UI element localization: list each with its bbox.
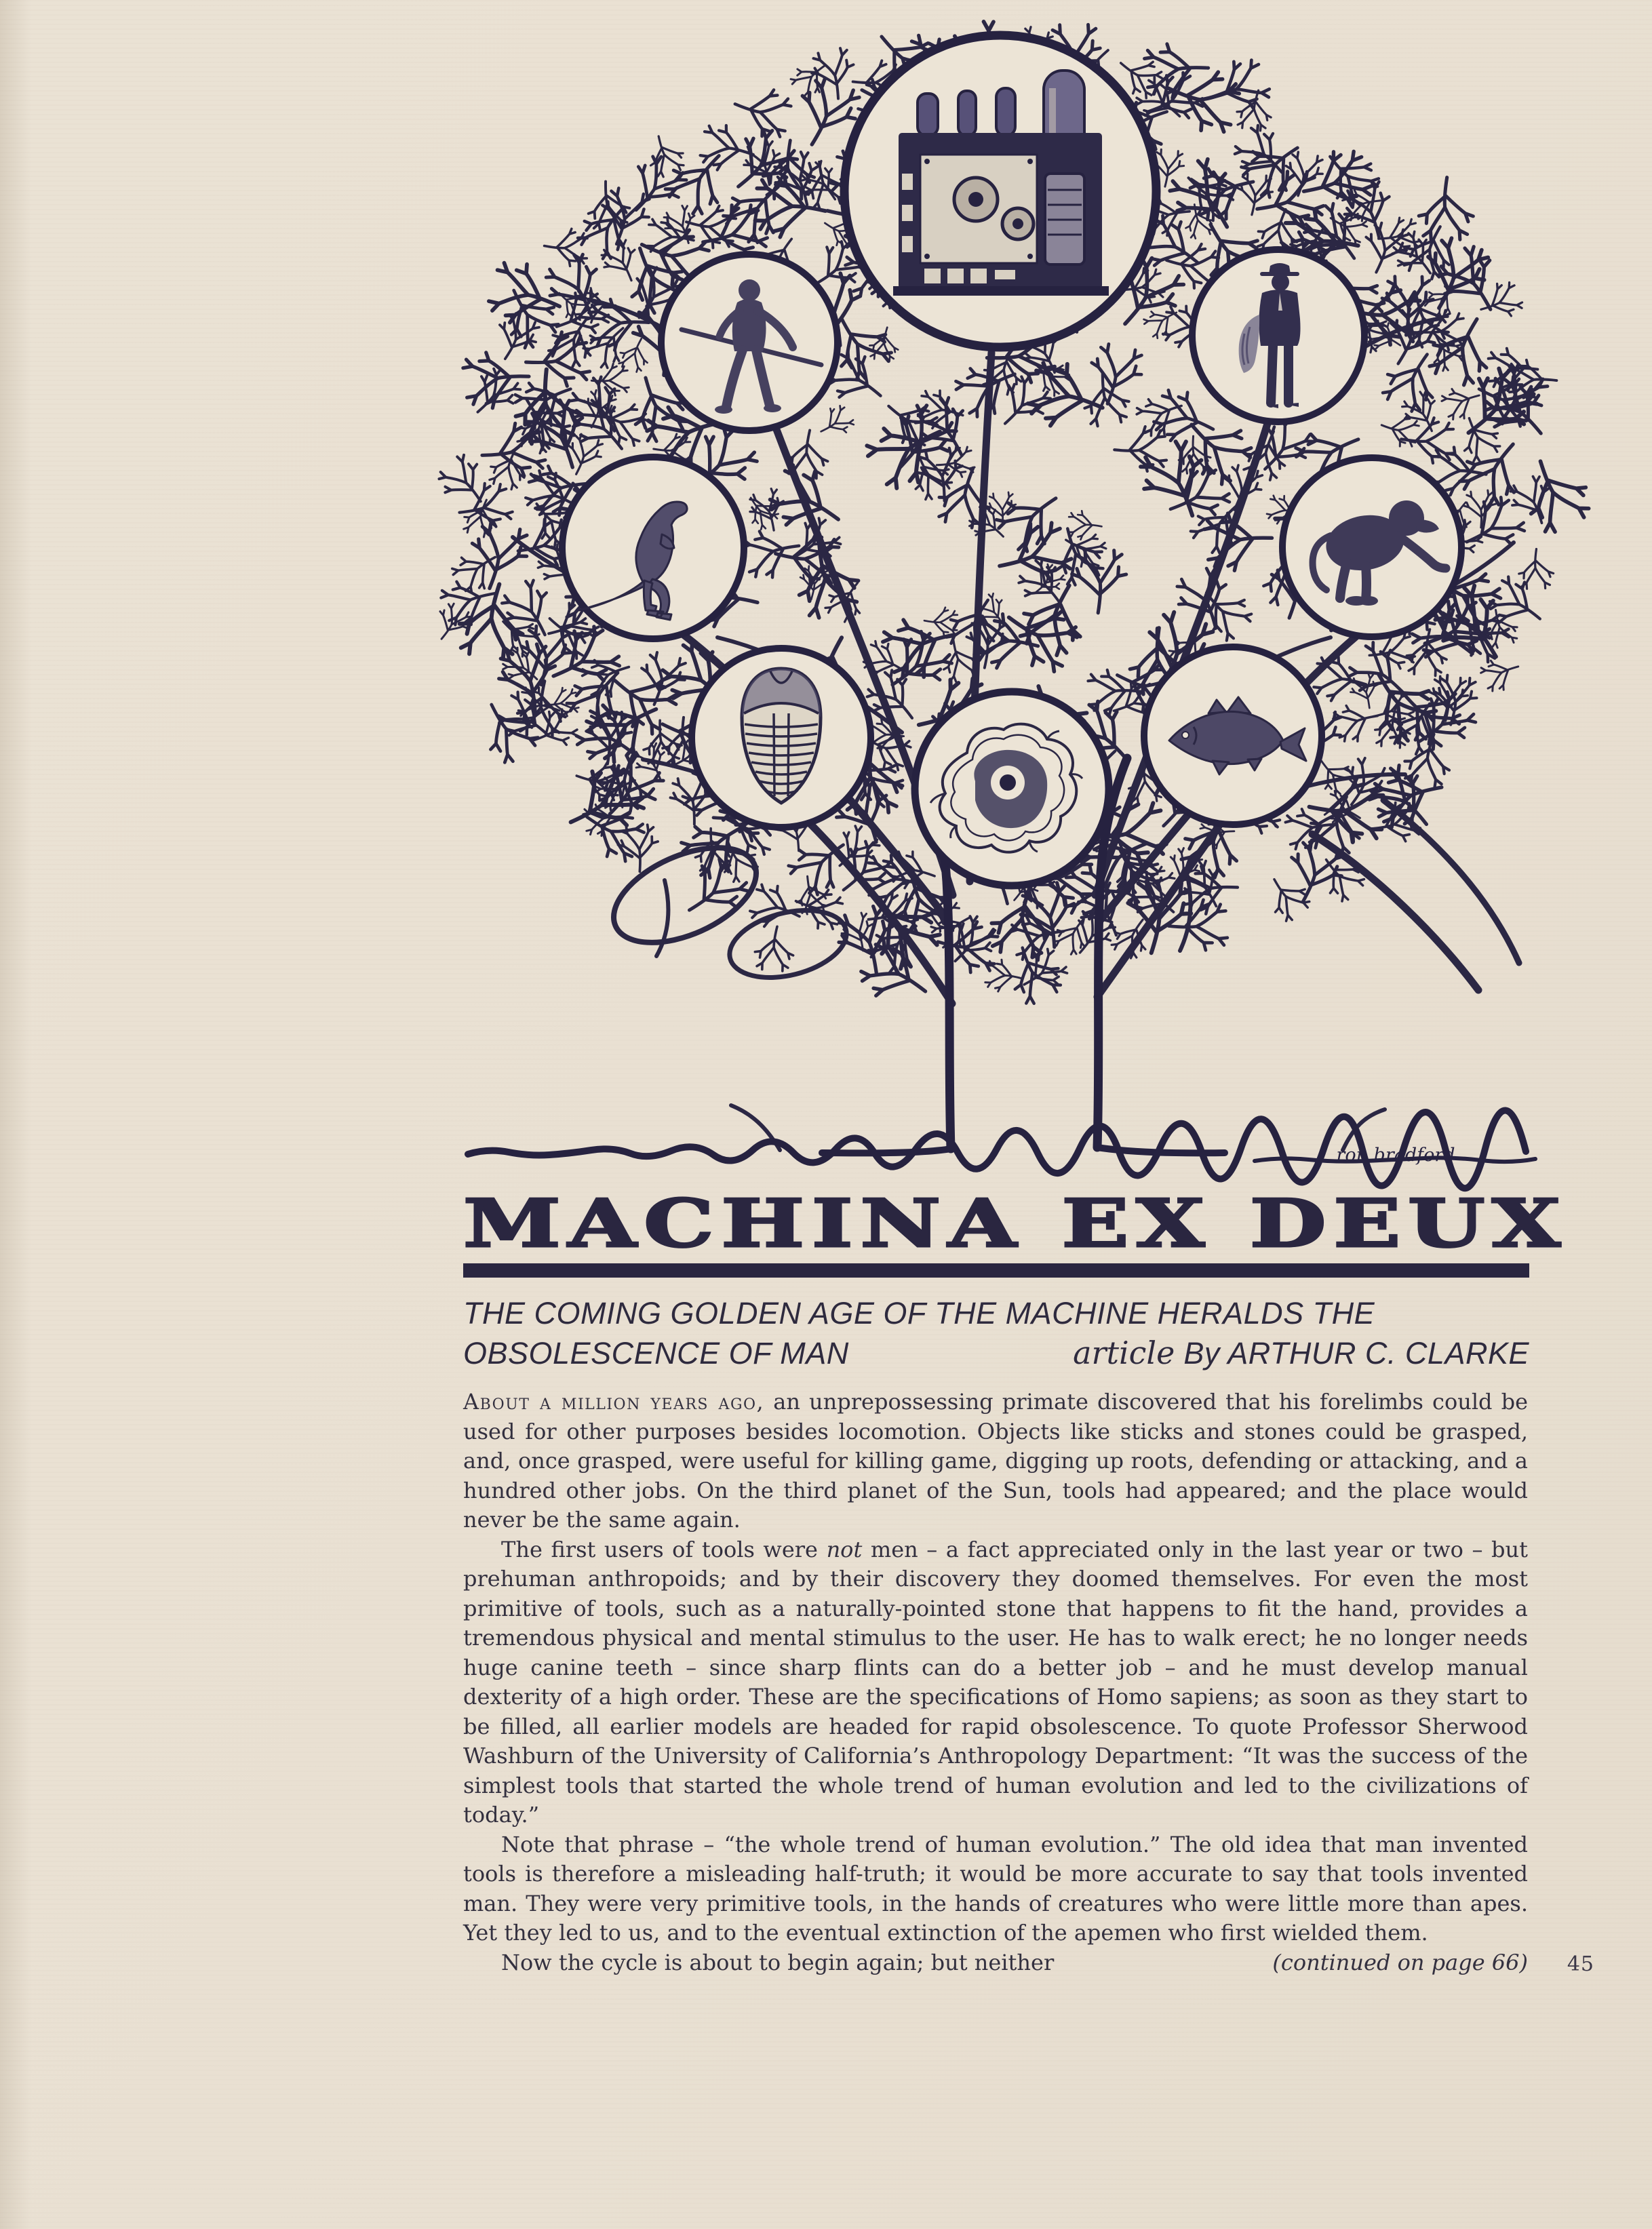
caveman-with-spear-icon <box>661 254 838 431</box>
paragraph-1 <box>463 1387 1528 1535</box>
page-number: 45 <box>1567 1952 1594 1976</box>
trilobite-icon <box>692 648 871 827</box>
byline <box>1073 1333 1529 1373</box>
paragraph-2 <box>463 1535 1528 1830</box>
paragraph-4-text: Now the cycle is about to begin again; but neither <box>501 1949 1055 1975</box>
paragraph-1-text: an unprepossessing primate discovered that his forelimbs could be used for other purposes besides locomotion. Objects like sticks and stones could be grasped, and, once grasped, were useful for killing game, digging up roots, defending or attacking, and a hundred other jobs. On the third planet of the Sun, tools had appeared; and the place would never be the same again. <box>463 1389 1529 1533</box>
amoeba-icon <box>915 692 1109 886</box>
modern-man-in-suit-icon <box>1192 250 1364 422</box>
continuation-notice: (continued on page 66) <box>1272 1949 1528 1975</box>
byline-author: By ARTHUR C. CLARKE <box>1183 1336 1529 1370</box>
dinosaur-icon <box>562 457 744 639</box>
paragraph-2-text: The first users of tools were <box>501 1536 827 1562</box>
fish-icon <box>1144 647 1322 825</box>
paragraph-2-text-cont: men – a fact appreciated only in the last year or two – but prehuman anthropoids; and by their discovery they doomed themselves. For even the most primitive of tools, such as a naturally-pointed stone that happens to fit the hand, provides a tremendous physical and mental stimulus to the user. He has to walk erect; he no longer needs huge canine teeth – since sharp flints can do a better job – and he must develop manual dexterity of a high order. These are the specifications of Homo sapiens; as soon as they start to be filled, all earlier models are headed for rapid obsolescence. To quote Professor Sherwood Washburn of the University of California’s Anthropology Department: “It was the success of the simplest tools that started the whole trend of human evolution and led to the civilizations of today.” <box>463 1536 1529 1828</box>
paragraph-2-italic: not <box>826 1536 863 1562</box>
paragraph-4 <box>463 1948 1594 1978</box>
lead-in: About a million years ago, <box>463 1389 765 1415</box>
article-body <box>463 1387 1594 1977</box>
title-rule <box>463 1263 1529 1278</box>
byline-script-word: article <box>1073 1335 1175 1371</box>
baboon-icon <box>1282 458 1461 637</box>
deck <box>463 1294 1529 1373</box>
deck-line-2: OBSOLESCENCE OF MAN <box>463 1336 849 1370</box>
article-title: MACHINA EX DEUX <box>463 1185 1568 1262</box>
artist-signature: ron bradford <box>1336 1145 1455 1166</box>
masthead <box>463 1185 1568 1373</box>
paragraph-3: Note that phrase – “the whole trend of human evolution.” The old idea that man invented tools is therefore a misleading half-truth; it would be more accurate to say that tools invented man. They were very primitive tools, in the hands of creatures who were little more than apes. Yet they led to us, and to the eventual extinction of the apemen who first wielded them. <box>463 1831 1528 1946</box>
deck-line-1: THE COMING GOLDEN AGE OF THE MACHINE HERALDS THE <box>463 1296 1375 1330</box>
electronic-machine-icon <box>844 35 1156 347</box>
